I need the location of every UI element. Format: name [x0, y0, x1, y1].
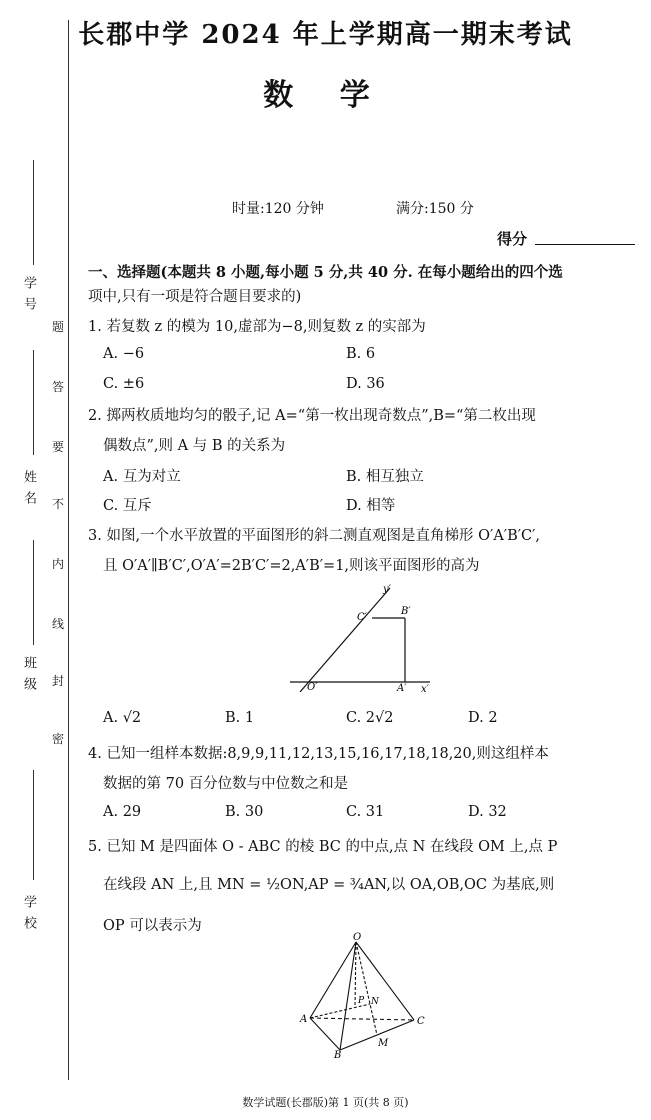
segment-an	[310, 1004, 370, 1018]
q4-option-a[interactable]: A. 29	[103, 804, 142, 820]
edge-ac	[310, 1018, 414, 1020]
warning-char: 不	[52, 497, 65, 511]
warning-char: 封	[52, 674, 65, 688]
school-label: 学 校	[21, 895, 36, 932]
q1-option-c[interactable]: C. ±6	[103, 376, 145, 392]
q5-stem: 5. 已知 M 是四面体 O - ABC 的棱 BC 的中点,点 N 在线段 OM 上,点 P	[88, 839, 558, 855]
class-blank[interactable]	[33, 540, 34, 645]
point-n-label: N	[371, 997, 379, 1007]
point-o-label: O	[353, 932, 362, 943]
q1-option-d[interactable]: D. 36	[346, 376, 385, 392]
warning-char: 题	[52, 320, 65, 334]
q4-option-b[interactable]: B. 30	[225, 804, 264, 820]
edge-oa	[310, 942, 356, 1018]
school-blank[interactable]	[33, 770, 34, 880]
q5-stem-cont2: OP 可以表示为	[103, 918, 202, 934]
q4-stem: 4. 已知一组样本数据:8,9,9,11,12,13,15,16,17,18,18,20,则这组样本	[88, 746, 549, 762]
q1-stem: 1. 若复数 z 的模为 10,虚部为−8,则复数 z 的实部为	[88, 319, 426, 335]
warning-char: 答	[52, 380, 65, 394]
q5-stem-cont: 在线段 AN 上,且 MN = ½ON,AP = ¾AN,以 OA,OB,OC 为基底,则	[103, 877, 555, 893]
edge-ab	[310, 1018, 340, 1050]
q2-option-a[interactable]: A. 互为对立	[103, 469, 181, 485]
q3-option-d[interactable]: D. 2	[468, 710, 498, 726]
q3-option-c[interactable]: C. 2√2	[346, 710, 394, 726]
warning-char: 线	[52, 617, 65, 631]
binding-rule	[68, 20, 69, 1080]
q3-stem-cont: 且 O′A′∥B′C′,O′A′=2B′C′=2,A′B′=1,则该平面图形的高为	[103, 558, 480, 574]
y-axis-label: y′	[383, 584, 391, 595]
class-label: 班 级	[21, 656, 36, 693]
full-score: 满分:150 分	[396, 201, 474, 217]
q3-option-a[interactable]: A. √2	[103, 710, 142, 726]
score-label: 得分	[497, 230, 528, 248]
q4-option-d[interactable]: D. 32	[468, 804, 507, 820]
point-o-label: O′	[307, 682, 318, 692]
q1-option-b[interactable]: B. 6	[346, 346, 376, 362]
page-footer: 数学试题(长郡版)第 1 页(共 8 页)	[242, 1096, 409, 1109]
q3-trapezoid-figure	[285, 580, 435, 692]
q2-stem: 2. 掷两枚质地均匀的骰子,记 A=“第一枚出现奇数点”,B=“第二枚出现	[88, 408, 536, 424]
x-axis-label: x′	[421, 684, 429, 692]
q2-stem-cont: 偶数点”,则 A 与 B 的关系为	[103, 438, 286, 454]
student-id-blank[interactable]	[33, 160, 34, 265]
q5-tetrahedron-figure	[298, 932, 430, 1058]
time-limit: 时量:120 分钟	[232, 201, 324, 217]
point-p-label: P	[358, 996, 365, 1006]
q2-option-d[interactable]: D. 相等	[346, 498, 396, 514]
q4-stem-cont: 数据的第 70 百分位数与中位数之和是	[103, 776, 349, 792]
y-axis	[300, 588, 390, 692]
point-c-label: C	[417, 1016, 425, 1027]
point-c-label: C′	[357, 612, 367, 623]
point-b-label: B′	[401, 606, 411, 617]
q1-option-a[interactable]: A. −6	[103, 346, 145, 362]
score-blank[interactable]	[535, 244, 635, 245]
warning-char: 内	[52, 557, 65, 571]
warning-char: 密	[52, 732, 65, 746]
name-label: 姓 名	[21, 470, 36, 507]
point-m-label: M	[378, 1038, 389, 1049]
point-a-label: A	[300, 1014, 308, 1025]
q3-option-b[interactable]: B. 1	[225, 710, 255, 726]
name-blank[interactable]	[33, 350, 34, 455]
q2-option-b[interactable]: B. 相互独立	[346, 469, 424, 485]
edge-ob	[340, 942, 356, 1050]
q3-stem: 3. 如图,一个水平放置的平面图形的斜二测直观图是直角梯形 O′A′B′C′,	[88, 528, 541, 544]
section-title: 一、选择题(本题共 8 小题,每小题 5 分,共 40 分. 在每小题给出的四个选	[88, 264, 563, 281]
section-title-cont: 项中,只有一项是符合题目要求的)	[88, 289, 302, 305]
subject-title: 数 学	[263, 78, 388, 113]
student-id-label: 学 号	[21, 276, 36, 313]
edge-oc	[356, 942, 414, 1020]
q4-option-c[interactable]: C. 31	[346, 804, 385, 820]
point-a-label: A′	[397, 683, 407, 692]
q2-option-c[interactable]: C. 互斥	[103, 498, 152, 514]
segment-op	[355, 942, 356, 1007]
exam-title: 长郡中学 2024 年上学期高一期末考试	[78, 20, 573, 50]
warning-char: 要	[52, 440, 65, 454]
point-b-label: B	[334, 1050, 342, 1058]
